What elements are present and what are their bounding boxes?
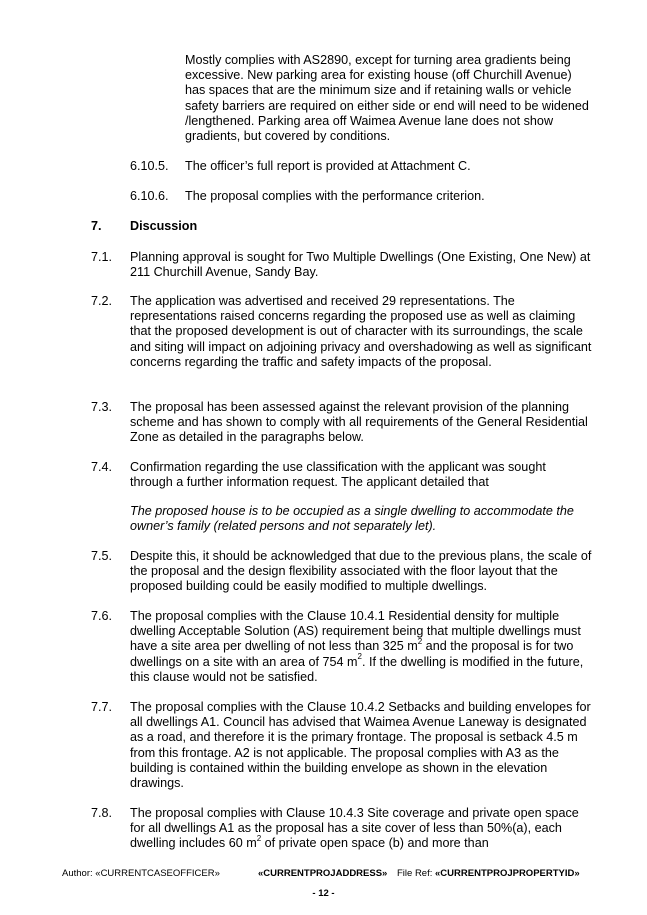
item-text-7-5: Despite this, it should be acknowledged that due to the previous plans, the scale of the proposal and the design flexibility associated with the floor layout that the proposed building could be easily modified to multiple dwellings. <box>130 549 592 594</box>
footer-file-label: File Ref: <box>397 868 433 879</box>
item-number-7-3: 7.3. <box>91 400 113 414</box>
item-text-7-7: The proposal complies with the Clause 10.4.2 Setbacks and building envelopes for all dwellings A1. Council has advised that Waimea Avenue Laneway is designated as a road, and therefore it is the primary frontage. The proposal is setback 4.5 m from this frontage. A2 is not applicable. The proposal complies with A3 as the building is contained within the building envelope as shown in the elevation drawings. <box>130 700 591 791</box>
item-number-7-5: 7.5. <box>91 549 113 563</box>
item-number-7-7: 7.7. <box>91 700 113 714</box>
item-number-7-4: 7.4. <box>91 460 113 474</box>
superscript-2: 2 <box>357 652 362 662</box>
item-text-7-6-part2: and the proposal is for two dwellings on a site with an area of 754 m <box>130 639 574 669</box>
superscript-2: 2 <box>256 834 262 844</box>
item-text-6-10-5: The officer’s full report is provided at Attachment C. <box>185 159 471 173</box>
item-text-7-3: The proposal has been assessed against the relevant provision of the planning scheme and has shown to comply with all requirements of the General Residential Zone as detailed in the paragraphs below. <box>130 400 588 445</box>
section-number: 7. <box>91 219 102 233</box>
footer-file-value: «CURRENTPROJPROPERTYID» <box>435 868 580 879</box>
item-text-7-6 <box>130 609 592 685</box>
footer-author <box>62 868 220 880</box>
applicant-quote: The proposed house is to be occupied as a single dwelling to accommodate the owner’s family (related persons and not separately let). <box>130 504 574 534</box>
footer-author-label: Author: <box>62 868 93 879</box>
item-text-6-10-6: The proposal complies with the performance criterion. <box>185 189 485 203</box>
item-text-7-8-part2: of private open space (b) and more than <box>261 836 489 851</box>
item-number-7-8: 7.8. <box>91 806 113 820</box>
page-number: - 12 - <box>312 888 335 899</box>
item-text-7-4: Confirmation regarding the use classification with the applicant was sought through a further information request. The applicant detailed that <box>130 460 546 490</box>
item-number-7-2: 7.2. <box>91 294 113 308</box>
continued-paragraph: Mostly complies with AS2890, except for turning area gradients being excessive. New parking area for existing house (off Churchill Avenue) has spaces that are the minimum size and if retaining walls or vehicle safety barriers are required on either side or end will need to be widened /lengthened. Parking area off Waimea Avenue lane does not show gradients, but covered by conditions. <box>185 53 589 144</box>
footer-file-ref <box>397 868 580 880</box>
item-number-7-1: 7.1. <box>91 250 113 264</box>
superscript-2: 2 <box>417 637 423 647</box>
footer-author-value: «CURRENTCASEOFFICER» <box>95 868 220 879</box>
item-text-7-2: The application was advertised and received 29 representations. The representations raised concerns regarding the proposed use as well as claiming that the proposed development is out of character with its surroundings, the scale and siting will impact on adjoining privacy and overshadowing as well as significant concerns regarding the traffic and safety impacts of the proposal. <box>130 294 592 369</box>
footer-address: «CURRENTPROJADDRESS» <box>258 868 388 879</box>
section-title: Discussion <box>130 219 198 233</box>
item-text-7-6-part1: The proposal complies with the Clause 10.4.1 Residential density for multiple dwelling Acceptable Solution (AS) requirement being that multiple dwellings must have a site area per dwelling of not less than 325 m <box>130 609 581 654</box>
item-number-6-10-6: 6.10.6. <box>130 189 169 203</box>
item-text-7-8-part1: The proposal complies with Clause 10.4.3 Site coverage and private open space for all dwellings A1 as the proposal has a site cover of less than 50%(a), each dwelling includes 60 m <box>130 806 579 851</box>
item-text-7-6-part3: . If the dwelling is modified in the future, this clause would not be satisfied. <box>130 654 584 684</box>
item-number-7-6: 7.6. <box>91 609 113 623</box>
item-number-6-10-5: 6.10.5. <box>130 159 169 173</box>
item-text-7-8 <box>130 806 592 852</box>
item-text-7-1: Planning approval is sought for Two Multiple Dwellings (One Existing, One New) at 211 Churchill Avenue, Sandy Bay. <box>130 250 591 280</box>
